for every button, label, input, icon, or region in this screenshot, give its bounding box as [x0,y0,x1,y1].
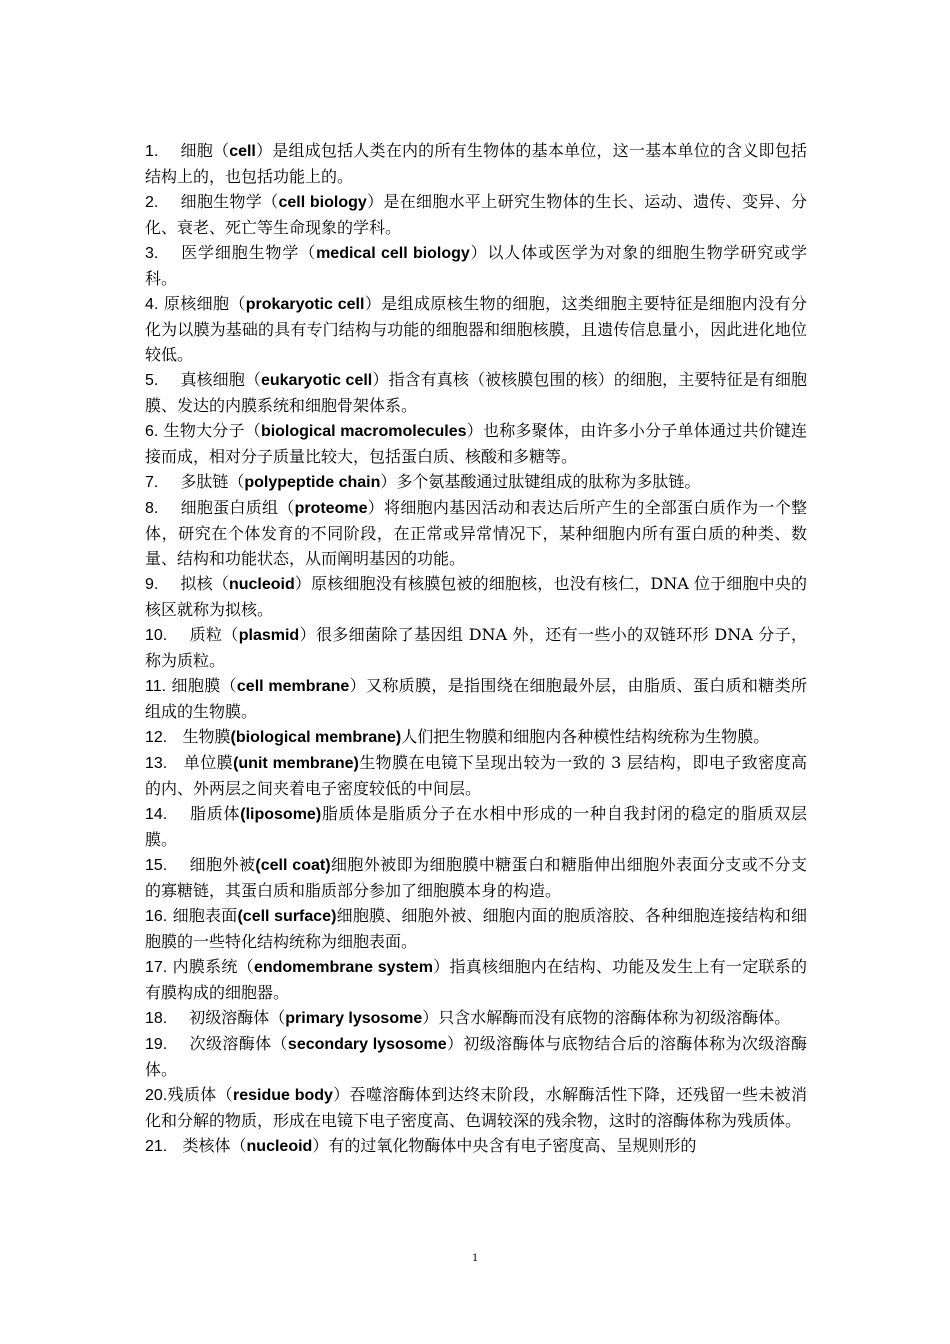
entry-term: secondary lysosome [287,1036,447,1053]
entry-definition: ）吞噬溶酶体到达终末阶段，水解酶活性下降，还残留一些未被消化和分解的物质，形成在电镜下电子密度高、色调较深的残余物，这时的溶酶体称为残质体。 [145,1085,807,1130]
entry-number: 15. [145,857,168,874]
definition-entry-10 [145,622,807,673]
entry-term: nucleoid [228,576,295,593]
entry-definition: 生物膜在电镜下呈现出较为一致的 3 层结构，即电子致密度高的内、外两层之间夹着电子密度较低的中间层。 [145,753,807,798]
definition-entry-15 [145,852,807,903]
definition-entry-6 [145,418,807,469]
definition-entry-19 [145,1031,807,1082]
entry-term: (cell coat) [255,857,331,874]
entry-definition: ）只含水解酶而没有底物的溶酶体称为初级溶酶体。 [422,1008,791,1027]
entry-prefix: 残质体（ [167,1085,233,1104]
entry-term: polypeptide chain [244,474,381,491]
entry-definition: 细胞膜、细胞外被、细胞内面的胞质溶胶、各种细胞连接结构和细胞膜的一些特化结构统称为细胞表面。 [145,906,807,951]
entry-number: 1. [145,143,159,160]
entry-definition: ）以人体或医学为对象的细胞生物学研究或学科。 [145,243,807,288]
entry-prefix: 质粒（ [189,625,239,644]
entry-prefix: 原核细胞（ [163,294,246,313]
page-number: 1 [472,1250,478,1264]
entry-number: 18. [145,1010,168,1027]
entry-definition: ）又称质膜，是指围绕在细胞最外层，由脂质、蛋白质和糖类所组成的生物膜。 [145,676,807,721]
entry-term: proteome [294,500,368,517]
entry-term: biological macromolecules [260,423,467,440]
entry-number: 6. [145,423,159,440]
entry-number: 3. [145,245,159,262]
entry-definition: ）是组成包括人类在内的所有生物体的基本单位，这一基本单位的含义即包括结构上的，也包括功能上的。 [145,141,807,186]
entry-prefix: 细胞（ [180,141,230,160]
entry-number: 19. [145,1036,168,1053]
entry-prefix: 生物大分子（ [163,421,261,440]
entry-prefix: 细胞外被 [189,855,256,874]
entry-number: 17. [145,959,168,976]
entry-term: (cell surface) [237,908,337,925]
entry-definition: ）指真核细胞内在结构、功能及发生上有一定联系的有膜构成的细胞器。 [145,957,807,1002]
entry-term: endomembrane system [253,959,433,976]
entry-term: prokaryotic cell [245,296,365,313]
entry-number: 8. [145,500,159,517]
entry-definition: ）也称多聚体，由许多小分子单体通过共价键连接而成，相对分子质量比较大，包括蛋白质、核酸和多糖等。 [145,421,807,466]
entry-prefix: 细胞膜（ [171,676,237,695]
definition-entry-7 [145,469,807,495]
definition-entry-20 [145,1082,807,1133]
entry-definition: ）是在细胞水平上研究生物体的生长、运动、遗传、变异、分化、衰老、死亡等生命现象的学科。 [145,192,807,237]
entry-definition: ）有的过氧化物酶体中央含有电子密度高、呈规则形的 [312,1136,697,1155]
entry-term: nucleoid [246,1138,313,1155]
definition-entry-11 [145,673,807,724]
entry-definition: ）多个氨基酸通过肽键组成的肽称为多肽链。 [380,472,701,491]
entry-term: primary lysosome [285,1010,423,1027]
entry-prefix: 次级溶酶体（ [189,1034,288,1053]
entry-prefix: 真核细胞（ [180,370,261,389]
definition-entry-2 [145,189,807,240]
entry-prefix: 类核体（ [182,1136,247,1155]
entry-term: cell [229,143,256,160]
entry-prefix: 多肽链（ [180,472,245,491]
entry-prefix: 生物膜 [182,727,231,746]
definition-entry-9 [145,571,807,622]
entry-number: 9. [145,576,159,593]
entry-number: 14. [145,806,168,823]
entry-term: eukaryotic cell [260,372,373,389]
entry-prefix: 单位膜 [183,753,234,772]
entry-number: 12. [145,729,168,746]
entry-number: 21. [145,1138,168,1155]
entry-number: 2. [145,194,159,211]
entry-definition: ）初级溶酶体与底物结合后的溶酶体称为次级溶酶体。 [145,1034,807,1079]
entry-number: 10. [145,627,168,644]
entry-number: 5. [145,372,159,389]
definition-entry-18 [145,1005,807,1031]
entry-definition: 细胞外被即为细胞膜中糖蛋白和糖脂伸出细胞外表面分支或不分支的寡糖链，其蛋白质和脂质部分参加了细胞膜本身的构造。 [145,855,807,900]
entry-term: (biological membrane) [230,729,402,746]
entry-number: 13. [145,755,168,772]
entry-definition: ）将细胞内基因活动和表达后所产生的全部蛋白质作为一个整体，研究在个体发育的不同阶段，在正常或异常情况下，某种细胞内所有蛋白质的种类、数量、结构和功能状态，从而阐明基因的功能。 [145,498,807,568]
entry-definition: 脂质体是脂质分子在水相中形成的一种自我封闭的稳定的脂质双层膜。 [145,804,807,849]
entry-term: (liposome) [240,806,322,823]
definition-entry-21 [145,1133,807,1159]
definition-entry-4 [145,291,807,367]
entry-definition: 人们把生物膜和细胞内各种模性结构统称为生物膜。 [401,727,770,746]
entry-prefix: 细胞生物学（ [180,192,279,211]
entry-prefix: 内膜系统（ [172,957,254,976]
entry-prefix: 细胞表面 [172,906,238,925]
definition-entry-8 [145,495,807,571]
definition-entry-12 [145,724,807,750]
entry-definition: ）原核细胞没有核膜包被的细胞核，也没有核仁，DNA 位于细胞中央的核区就称为拟核。 [145,574,807,619]
entry-number: 16. [145,908,168,925]
entry-term: medical cell biology [316,245,470,262]
entry-number: 11. [145,678,167,695]
definition-entry-16 [145,903,807,954]
entry-number: 7. [145,474,159,491]
entry-number: 20. [145,1087,168,1104]
entry-number: 4. [145,296,159,313]
definition-entry-3 [145,240,807,291]
definition-entry-14 [145,801,807,852]
entry-prefix: 脂质体 [189,804,241,823]
entry-term: cell membrane [236,678,350,695]
entry-term: cell biology [278,194,367,211]
entry-prefix: 医学细胞生物学（ [180,243,317,262]
definition-entry-13 [145,750,807,801]
definition-entry-5 [145,367,807,418]
entry-definition: ）很多细菌除了基因组 DNA 外，还有一些小的双链环形 DNA 分子，称为质粒。 [145,625,807,670]
entry-prefix: 拟核（ [180,574,229,593]
definition-entry-1 [145,138,807,189]
definition-entry-17 [145,954,807,1005]
entry-term: residue body [233,1087,333,1104]
entry-term: (unit membrane) [233,755,359,772]
document-body [145,138,807,1159]
entry-definition: ）指含有真核（被核膜包围的核）的细胞，主要特征是有细胞膜、发达的内膜系统和细胞骨架体系。 [145,370,807,415]
entry-prefix: 细胞蛋白质组（ [180,498,295,517]
entry-prefix: 初级溶酶体（ [189,1008,286,1027]
entry-term: plasmid [238,627,300,644]
entry-definition: ）是组成原核生物的细胞，这类细胞主要特征是细胞内没有分化为以膜为基础的具有专门结构与功能的细胞器和细胞核膜，且遗传信息量小，因此进化地位较低。 [145,294,807,364]
